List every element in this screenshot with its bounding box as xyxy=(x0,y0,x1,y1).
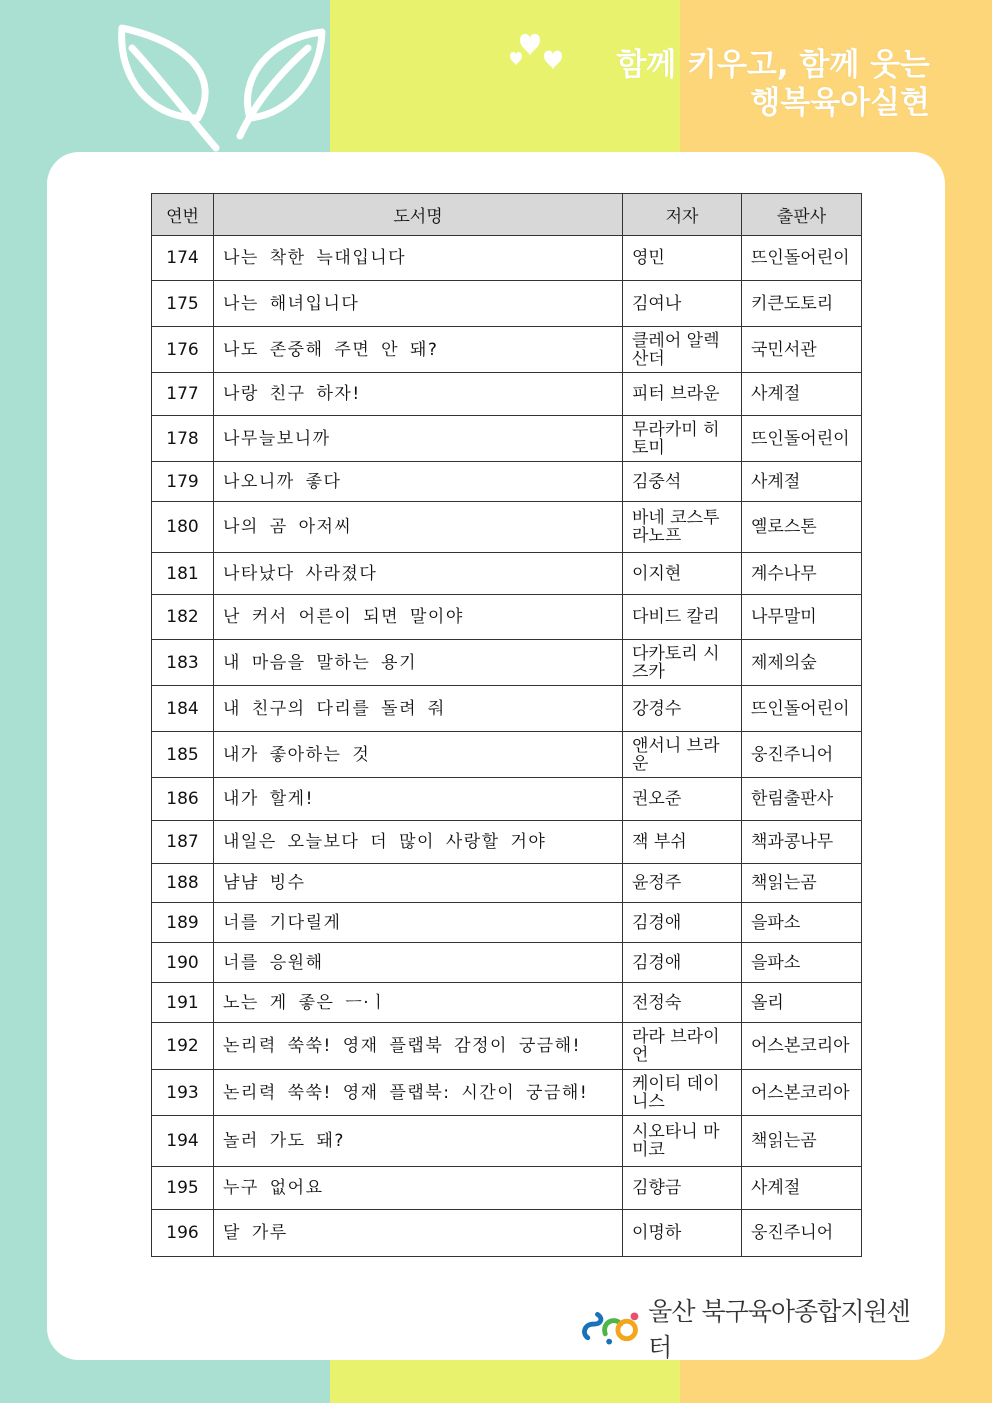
table-row xyxy=(152,462,862,502)
hearts-icon xyxy=(508,26,570,76)
book-publisher: 키큰도토리 xyxy=(742,281,862,327)
row-number: 182 xyxy=(152,595,214,640)
book-author: 김중석 xyxy=(623,462,742,502)
row-number: 196 xyxy=(152,1210,214,1257)
center-logo-icon xyxy=(580,1308,644,1348)
table-row xyxy=(152,864,862,903)
row-number: 185 xyxy=(152,732,214,778)
slogan xyxy=(616,46,930,122)
book-publisher: 사계절 xyxy=(742,1167,862,1210)
table-row xyxy=(152,640,862,686)
book-publisher: 한림출판사 xyxy=(742,778,862,821)
book-publisher: 옐로스톤 xyxy=(742,502,862,553)
book-title: 내가 할게! xyxy=(214,778,623,821)
table-row xyxy=(152,1210,862,1257)
table-row xyxy=(152,943,862,983)
table-row xyxy=(152,236,862,281)
table-row xyxy=(152,327,862,373)
row-number: 174 xyxy=(152,236,214,281)
table-row xyxy=(152,1023,862,1070)
book-publisher: 나무말미 xyxy=(742,595,862,640)
book-title: 나의 곰 아저씨 xyxy=(214,502,623,553)
book-title: 냠냠 빙수 xyxy=(214,864,623,903)
book-title: 누구 없어요 xyxy=(214,1167,623,1210)
book-title: 논리력 쑥쑥! 영재 플랩북 감정이 궁금해! xyxy=(214,1023,623,1070)
row-number: 175 xyxy=(152,281,214,327)
row-number: 186 xyxy=(152,778,214,821)
row-number: 179 xyxy=(152,462,214,502)
table-row xyxy=(152,553,862,595)
row-number: 177 xyxy=(152,373,214,416)
book-author: 피터 브라운 xyxy=(623,373,742,416)
book-title: 논리력 쑥쑥! 영재 플랩북: 시간이 궁금해! xyxy=(214,1070,623,1116)
leaves-icon xyxy=(110,18,340,158)
book-author: 이지현 xyxy=(623,553,742,595)
table-body xyxy=(152,236,862,1257)
row-number: 181 xyxy=(152,553,214,595)
table-row xyxy=(152,281,862,327)
book-list-table xyxy=(151,193,862,1257)
table-row xyxy=(152,373,862,416)
table-row xyxy=(152,903,862,943)
slogan-line-2: 행복육아실현 xyxy=(750,85,930,121)
book-title: 달 가루 xyxy=(214,1210,623,1257)
book-publisher: 책읽는곰 xyxy=(742,864,862,903)
table-row xyxy=(152,1070,862,1116)
book-title: 내가 좋아하는 것 xyxy=(214,732,623,778)
book-publisher: 제제의숲 xyxy=(742,640,862,686)
book-title: 나도 존중해 주면 안 돼? xyxy=(214,327,623,373)
row-number: 188 xyxy=(152,864,214,903)
footer xyxy=(580,1297,925,1362)
row-number: 189 xyxy=(152,903,214,943)
table-header-row xyxy=(152,194,862,236)
table-row xyxy=(152,732,862,778)
book-author: 김경애 xyxy=(623,903,742,943)
header-author: 저자 xyxy=(623,194,742,236)
book-title: 내일은 오늘보다 더 많이 사랑할 거야 xyxy=(214,821,623,864)
book-author: 전정숙 xyxy=(623,983,742,1023)
book-author: 권오준 xyxy=(623,778,742,821)
slogan-line-1: 함께 키우고, 함께 웃는 xyxy=(616,47,930,83)
book-publisher: 뜨인돌어린이 xyxy=(742,416,862,462)
header-title: 도서명 xyxy=(214,194,623,236)
row-number: 192 xyxy=(152,1023,214,1070)
book-title: 내 친구의 다리를 돌려 줘 xyxy=(214,686,623,732)
book-title: 나랑 친구 하자! xyxy=(214,373,623,416)
book-title: 나는 해녀입니다 xyxy=(214,281,623,327)
book-title: 나오니까 좋다 xyxy=(214,462,623,502)
book-author: 라라 브라이언 xyxy=(623,1023,742,1070)
book-author: 김향금 xyxy=(623,1167,742,1210)
book-author: 케이티 데이니스 xyxy=(623,1070,742,1116)
book-title: 난 커서 어른이 되면 말이야 xyxy=(214,595,623,640)
table-row xyxy=(152,778,862,821)
book-author: 클레어 알렉산더 xyxy=(623,327,742,373)
book-publisher: 을파소 xyxy=(742,903,862,943)
book-publisher: 사계절 xyxy=(742,462,862,502)
book-title: 노는 게 좋은 ㅡ·ㅣ xyxy=(214,983,623,1023)
table-row xyxy=(152,821,862,864)
book-author: 윤정주 xyxy=(623,864,742,903)
row-number: 187 xyxy=(152,821,214,864)
book-title: 나타났다 사라졌다 xyxy=(214,553,623,595)
row-number: 180 xyxy=(152,502,214,553)
table-row xyxy=(152,1167,862,1210)
table-row xyxy=(152,1116,862,1167)
book-title: 놀러 가도 돼? xyxy=(214,1116,623,1167)
book-title: 너를 기다릴게 xyxy=(214,903,623,943)
book-author: 앤서니 브라운 xyxy=(623,732,742,778)
book-publisher: 을파소 xyxy=(742,943,862,983)
row-number: 184 xyxy=(152,686,214,732)
book-publisher: 어스본코리아 xyxy=(742,1070,862,1116)
row-number: 190 xyxy=(152,943,214,983)
book-publisher: 책과콩나무 xyxy=(742,821,862,864)
book-author: 시오타니 마미코 xyxy=(623,1116,742,1167)
book-publisher: 책읽는곰 xyxy=(742,1116,862,1167)
table-row xyxy=(152,416,862,462)
row-number: 178 xyxy=(152,416,214,462)
book-title: 나무늘보니까 xyxy=(214,416,623,462)
book-title: 나는 착한 늑대입니다 xyxy=(214,236,623,281)
book-publisher: 웅진주니어 xyxy=(742,732,862,778)
row-number: 194 xyxy=(152,1116,214,1167)
row-number: 176 xyxy=(152,327,214,373)
book-author: 무라카미 히토미 xyxy=(623,416,742,462)
header-no: 연번 xyxy=(152,194,214,236)
book-publisher: 뜨인돌어린이 xyxy=(742,236,862,281)
book-publisher: 올리 xyxy=(742,983,862,1023)
book-author: 다비드 칼리 xyxy=(623,595,742,640)
book-author: 영민 xyxy=(623,236,742,281)
book-publisher: 계수나무 xyxy=(742,553,862,595)
book-publisher: 어스본코리아 xyxy=(742,1023,862,1070)
book-publisher: 웅진주니어 xyxy=(742,1210,862,1257)
row-number: 183 xyxy=(152,640,214,686)
organization-name: 울산 북구육아종합지원센터 xyxy=(648,1297,910,1362)
table-row xyxy=(152,502,862,553)
book-author: 다카토리 시즈카 xyxy=(623,640,742,686)
book-author: 이명하 xyxy=(623,1210,742,1257)
book-title: 너를 응원해 xyxy=(214,943,623,983)
book-author: 김경애 xyxy=(623,943,742,983)
book-title: 내 마음을 말하는 용기 xyxy=(214,640,623,686)
row-number: 191 xyxy=(152,983,214,1023)
table-row xyxy=(152,983,862,1023)
book-author: 김여나 xyxy=(623,281,742,327)
table-row xyxy=(152,595,862,640)
book-publisher: 뜨인돌어린이 xyxy=(742,686,862,732)
book-publisher: 사계절 xyxy=(742,373,862,416)
book-author: 바네 코스투라노프 xyxy=(623,502,742,553)
book-author: 잭 부쉬 xyxy=(623,821,742,864)
table-row xyxy=(152,686,862,732)
book-publisher: 국민서관 xyxy=(742,327,862,373)
row-number: 193 xyxy=(152,1070,214,1116)
header-publisher: 출판사 xyxy=(742,194,862,236)
book-author: 강경수 xyxy=(623,686,742,732)
row-number: 195 xyxy=(152,1167,214,1210)
